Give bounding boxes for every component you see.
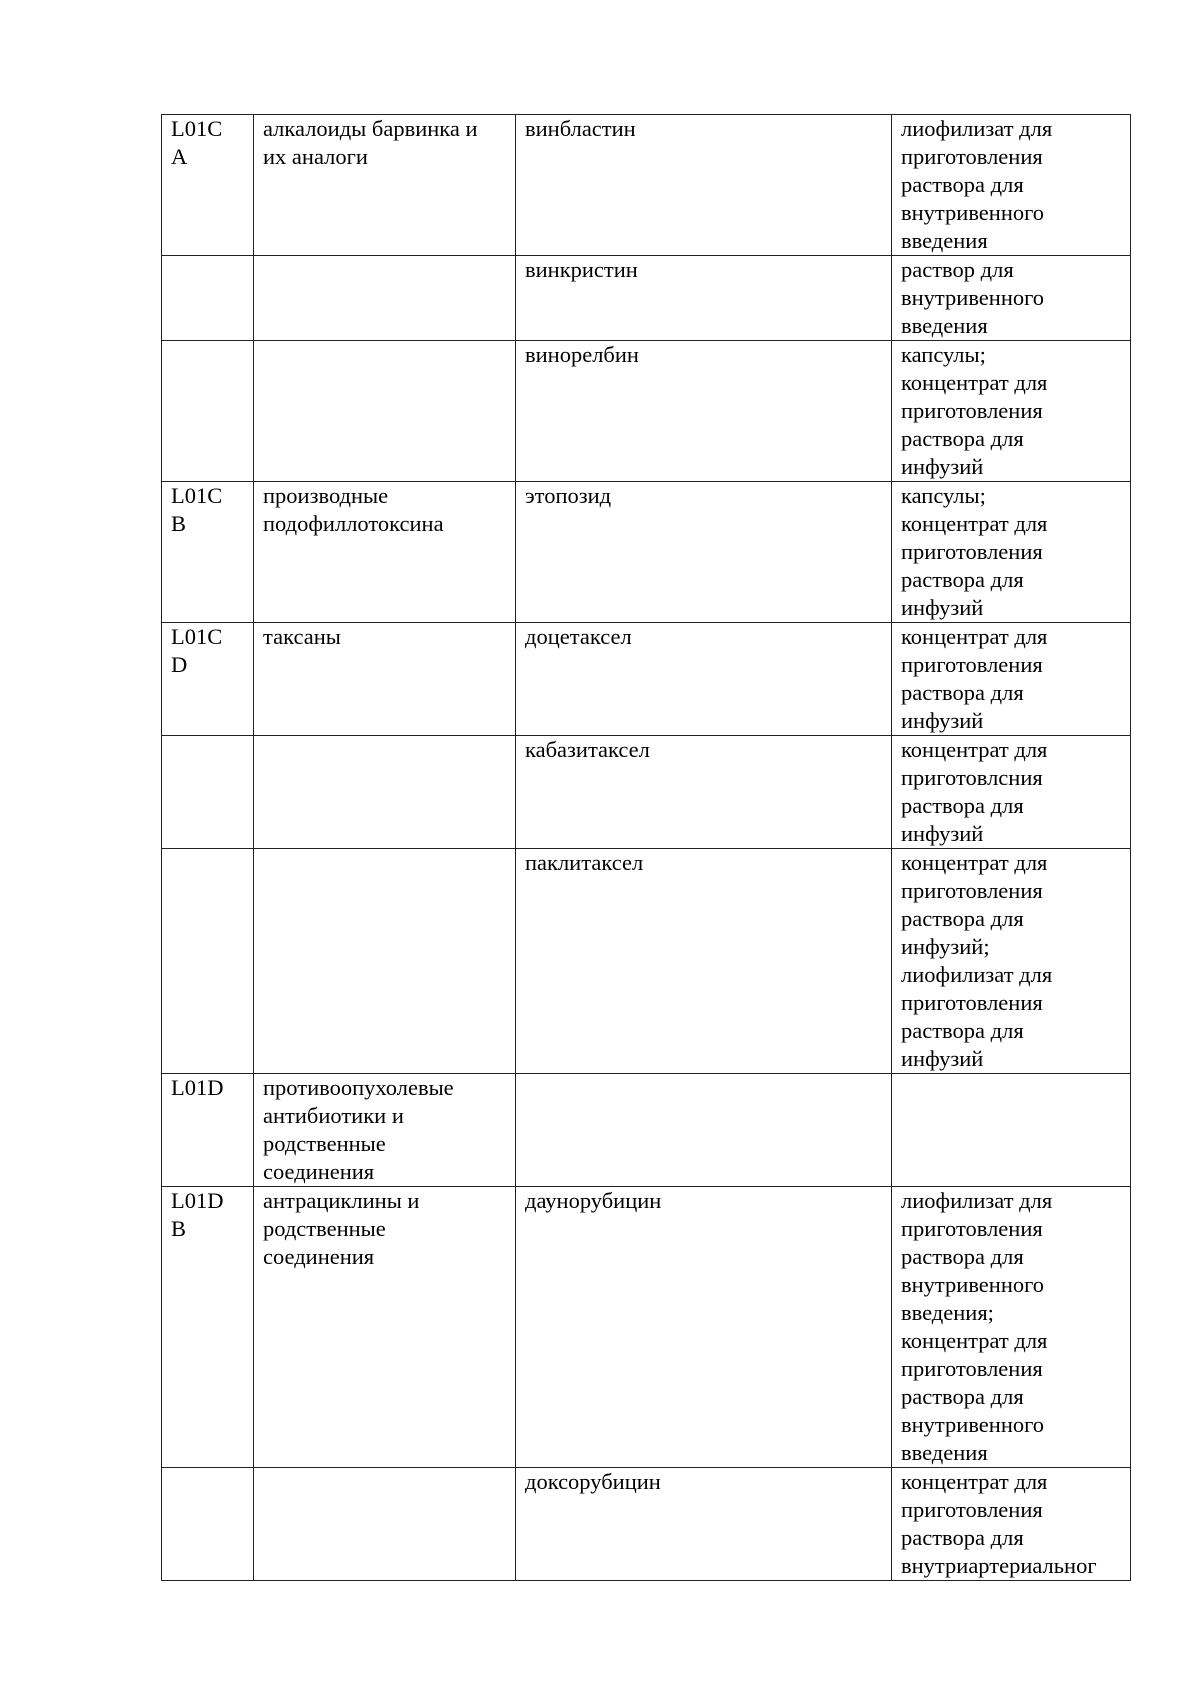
drug-name: винорелбин	[525, 342, 639, 367]
table-row	[162, 1187, 1131, 1468]
drug-cell	[516, 1468, 892, 1581]
atc-code-cell	[162, 115, 254, 256]
atc-code: L01C D	[171, 624, 223, 677]
drug-table	[161, 114, 1131, 1581]
atc-code: L01C B	[171, 483, 223, 536]
form-cell	[892, 341, 1131, 482]
group-name: производные подофиллотоксина	[263, 483, 444, 536]
drug-name: винкристин	[525, 257, 638, 282]
table-row	[162, 623, 1131, 736]
table-row	[162, 341, 1131, 482]
form-cell	[892, 1187, 1131, 1468]
atc-code-cell	[162, 849, 254, 1074]
group-cell	[254, 849, 516, 1074]
drug-name: кабазитаксел	[525, 737, 650, 762]
drug-name: доцетаксел	[525, 624, 632, 649]
dosage-form: лиофилизат для приготовления раствора для внутривенного введения	[901, 116, 1053, 253]
group-name: противоопухолевые антибиотики и родственные соединения	[263, 1075, 454, 1184]
group-cell	[254, 341, 516, 482]
atc-code-cell	[162, 256, 254, 341]
atc-code-cell	[162, 1074, 254, 1187]
drug-cell	[516, 623, 892, 736]
atc-code: L01C A	[171, 116, 223, 169]
drug-cell	[516, 849, 892, 1074]
dosage-form: капсулы; концентрат для приготовления раствора для инфузий	[901, 342, 1048, 479]
table-row	[162, 849, 1131, 1074]
atc-code-cell	[162, 1468, 254, 1581]
drug-cell	[516, 341, 892, 482]
form-cell	[892, 1074, 1131, 1187]
atc-code: L01D	[171, 1075, 224, 1100]
group-cell	[254, 482, 516, 623]
form-cell	[892, 849, 1131, 1074]
drug-cell	[516, 256, 892, 341]
dosage-form: лиофилизат для приготовления раствора для внутривенного введения; концентрат для приготовления раствора для внутривенного введения	[901, 1188, 1053, 1465]
drug-name: винбластин	[525, 116, 636, 141]
drug-cell	[516, 736, 892, 849]
table-row	[162, 1074, 1131, 1187]
dosage-form: концентрат для приготовлсния раствора для инфузий	[901, 737, 1048, 846]
drug-cell	[516, 482, 892, 623]
form-cell	[892, 115, 1131, 256]
form-cell	[892, 482, 1131, 623]
atc-code: L01D B	[171, 1188, 224, 1241]
table-row	[162, 256, 1131, 341]
group-cell	[254, 1468, 516, 1581]
group-name: алкалоиды барвинка и их аналоги	[263, 116, 478, 169]
form-cell	[892, 256, 1131, 341]
group-cell	[254, 1074, 516, 1187]
dosage-form: концентрат для приготовления раствора для внутриартериальног	[901, 1469, 1097, 1578]
group-cell	[254, 1187, 516, 1468]
group-name: таксаны	[263, 624, 341, 649]
drug-cell	[516, 115, 892, 256]
group-cell	[254, 623, 516, 736]
drug-name: доксорубицин	[525, 1469, 661, 1494]
drug-cell	[516, 1074, 892, 1187]
drug-name: паклитаксел	[525, 850, 644, 875]
atc-code-cell	[162, 1187, 254, 1468]
dosage-form: капсулы; концентрат для приготовления раствора для инфузий	[901, 483, 1048, 620]
form-cell	[892, 623, 1131, 736]
dosage-form: раствор для внутривенного введения	[901, 257, 1045, 338]
dosage-form: концентрат для приготовления раствора для инфузий	[901, 624, 1048, 733]
table-row	[162, 482, 1131, 623]
table-row	[162, 736, 1131, 849]
atc-code-cell	[162, 623, 254, 736]
atc-code-cell	[162, 482, 254, 623]
group-cell	[254, 256, 516, 341]
form-cell	[892, 1468, 1131, 1581]
group-name: антрациклины и родственные соединения	[263, 1188, 420, 1269]
drug-name: даунорубицин	[525, 1188, 662, 1213]
table-row	[162, 1468, 1131, 1581]
drug-cell	[516, 1187, 892, 1468]
drug-name: этопозид	[525, 483, 612, 508]
group-cell	[254, 736, 516, 849]
group-cell	[254, 115, 516, 256]
atc-code-cell	[162, 341, 254, 482]
atc-code-cell	[162, 736, 254, 849]
form-cell	[892, 736, 1131, 849]
dosage-form: концентрат для приготовления раствора для инфузий; лиофилизат для приготовления раствора для инфузий	[901, 850, 1053, 1071]
table-row	[162, 115, 1131, 256]
